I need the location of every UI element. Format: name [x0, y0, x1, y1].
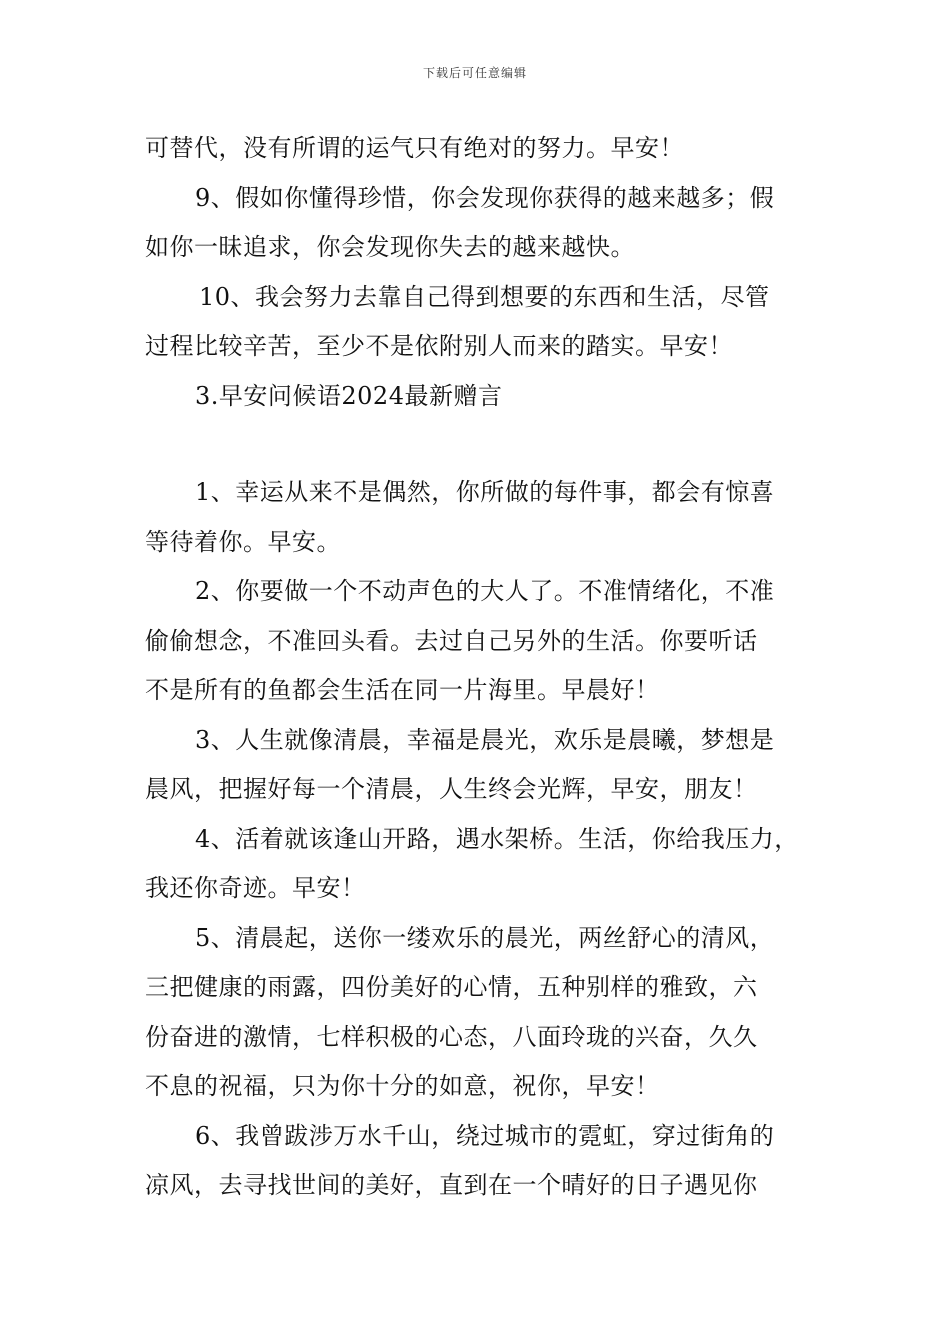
text-line: 晨风，把握好每一个清晨，人生终会光辉，早安，朋友！ — [145, 775, 758, 803]
text-line: 偷偷想念，不准回头看。去过自己另外的生活。你要听话 — [145, 626, 758, 655]
text-line: 不息的祝福，只为你十分的如意，祝你，早安！ — [145, 1072, 660, 1100]
document-body — [145, 124, 810, 1211]
text-line: 过程比较辛苦，至少不是依附别人而来的踏实。早安！ — [145, 332, 733, 360]
list-item-4: 4、活着就该逢山开路，遇水架桥。生活，你给我压力， — [195, 824, 799, 853]
text-line: 如你一昧追求，你会发现你失去的越来越快。 — [145, 233, 635, 261]
text-line: 等待着你。早安。 — [145, 527, 341, 556]
text-line: 份奋进的激情，七样积极的心态，八面玲珑的兴奋，久久 — [145, 1022, 758, 1051]
list-item-10: 10、我会努力去靠自己得到想要的东西和生活，尽管 — [199, 282, 770, 311]
text-line: 我还你奇迹。早安！ — [145, 874, 366, 902]
list-item-6: 6、我曾跋涉万水千山，绕过城市的霓虹，穿过街角的 — [195, 1121, 775, 1150]
list-item-9: 9、假如你懂得珍惜，你会发现你获得的越来越多；假 — [195, 183, 775, 212]
list-item-3: 3、人生就像清晨，幸福是晨光，欢乐是晨曦，梦想是 — [195, 725, 775, 754]
text-line: 可替代，没有所谓的运气只有绝对的努力。早安！ — [145, 134, 684, 162]
text-line: 凉风，去寻找世间的美好，直到在一个晴好的日子遇见你 — [145, 1171, 758, 1199]
page-header: 下载后可任意编辑 — [422, 66, 527, 80]
section-spacer — [145, 421, 810, 468]
list-item-2: 2、你要做一个不动声色的大人了。不准情绪化，不准 — [195, 577, 775, 605]
list-item-5: 5、清晨起，送你一缕欢乐的晨光，两丝舒心的清风， — [195, 923, 775, 952]
text-line: 不是所有的鱼都会生活在同一片海里。早晨好！ — [145, 676, 660, 704]
text-line: 三把健康的雨露，四份美好的心情，五种别样的雅致，六 — [145, 973, 758, 1001]
list-item-1: 1、幸运从来不是偶然，你所做的每件事，都会有惊喜 — [195, 478, 775, 506]
section-heading: 3.早安问候语2024最新赠言 — [195, 381, 503, 410]
